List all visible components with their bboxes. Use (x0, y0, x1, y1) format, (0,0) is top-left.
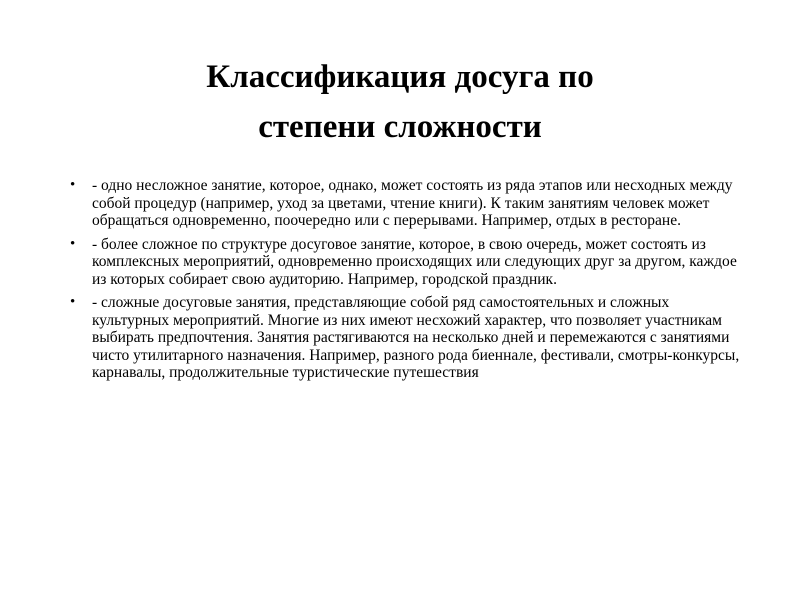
bullet-item-3 (64, 294, 740, 382)
bullet-dot-icon: • (70, 177, 76, 193)
bullet-dot-icon: • (70, 294, 76, 310)
bullet-item-1 (64, 177, 740, 230)
bullet-text: - более сложное по структуре досуговое занятие, которое, в свою очередь, может состоять из комплексных мероприятий, одновременно происходящих или следующих друг за другом, каждое из которых собирает свою аудиторию. Например, городской праздник. (92, 235, 737, 288)
title-line-2: степени сложности (258, 109, 542, 145)
bullet-item-2 (64, 236, 740, 289)
bullet-list (64, 177, 740, 388)
bullet-text: - одно несложное занятие, которое, однако, может состоять из ряда этапов или несходных между собой процедур (например, уход за цветами, чтение книги). К таким занятиям человек может обращаться одновременно, поочередно или с перерывами. Например, отдых в ресторане. (92, 177, 733, 229)
slide-title (60, 52, 740, 152)
title-line-1: Классификация досуга по (206, 59, 594, 95)
bullet-dot-icon: • (70, 235, 76, 252)
bullet-text: - сложные досуговые занятия, представляющие собой ряд самостоятельных и сложных культурных мероприятий. Многие из них имеют несхожий характер, что позволяет участникам выбирать предпочтения. Занятия растягиваются на несколько дней и перемежаются с занятиями чисто утилитарного назначения. Например, разного рода биеннале, фестивали, смотры-конкурсы, карнавалы, продолжительные туристические путешествия (92, 294, 740, 381)
